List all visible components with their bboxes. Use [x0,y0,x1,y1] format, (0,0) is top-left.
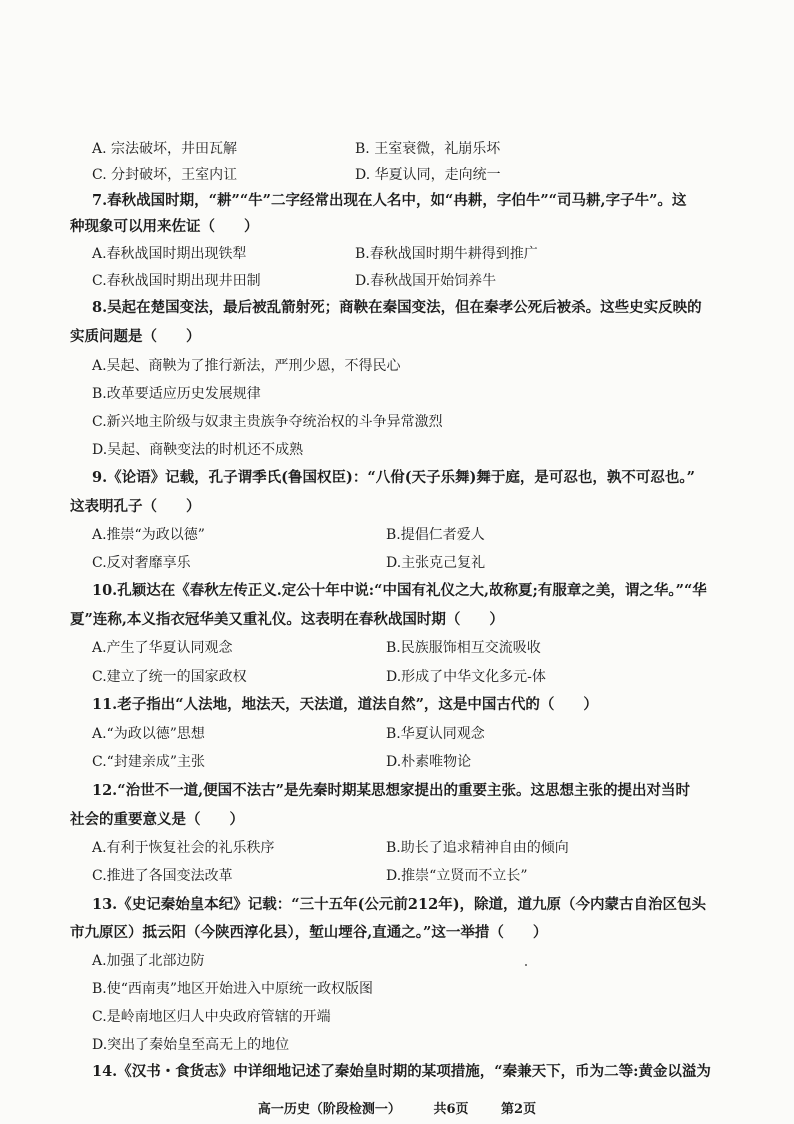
q10-stem-line-1: 10.孔颖达在《春秋左传正义.定公十年中说:“中国有礼仪之大,故称夏;有服章之美，谓之华。”“华 [92,582,707,599]
scan-speck [525,964,527,966]
q8-option-c: C.新兴地主阶级与奴隶主贵族争夺统治权的斗争异常激烈 [92,414,443,430]
q13-option-a: A.加强了北部边防 [92,953,205,969]
q11-option-b: B.华夏认同观念 [386,726,485,742]
q12-option-c: C.推进了各国变法改革 [92,868,233,884]
q8-option-a: A.吴起、商鞅为了推行新法，严刑少恩，不得民心 [92,358,401,374]
q10-stem-line-2: 夏”连称,本义指衣冠华美又重礼仪。这表明在春秋战国时期（ ） [70,611,504,628]
q8-stem-line-1: 8.吴起在楚国变法，最后被乱箭射死；商鞅在秦国变法，但在秦孝公死后被杀。这些史实反映的 [92,299,702,316]
q12-option-d: D.推崇“立贤而不立长” [386,868,528,884]
q12-stem-line-2: 社会的重要意义是（ ） [70,811,244,828]
footer-total-pages: 共6页 [433,1102,469,1117]
q13-stem-line-2: 市九原区）抵云阳（今陕西淳化县），堑山堙谷,直通之。”这一举措（ ） [70,924,548,941]
q7-option-d: D.春秋战国开始饲养牛 [355,273,497,289]
q8-option-b: B.改革要适应历史发展规律 [92,386,261,402]
footer-subject: 高一历史（阶段检测一） [257,1102,401,1117]
q7-option-b: B.春秋战国时期牛耕得到推广 [355,246,538,262]
q12-stem-line-1: 12.“治世不一道,便国不法古”是先秦时期某思想家提出的重要主张。这思想主张的提出对当时 [92,782,690,799]
q9-option-d: D.主张克己复礼 [386,555,486,571]
q11-option-c: C.“封建亲成”主张 [92,754,205,770]
q7-option-c: C.春秋战国时期出现井田制 [92,273,261,289]
q11-stem-line-1: 11.老子指出“人法地，地法天，天法道，道法自然”，这是中国古代的（ ） [92,696,598,713]
q13-option-b: B.使“西南夷”地区开始进入中原统一政权版图 [92,981,374,997]
q10-option-b: B.民族服饰相互交流吸收 [386,640,541,656]
q10-option-c: C.建立了统一的国家政权 [92,669,247,685]
q6-option-a: A. 宗法破坏，井田瓦解 [92,141,238,157]
q9-option-c: C.反对奢靡享乐 [92,555,191,571]
q10-option-a: A.产生了华夏认同观念 [92,640,233,656]
q12-option-b: B.助长了追求精神自由的倾向 [386,840,569,856]
q11-option-d: D.朴素唯物论 [386,754,472,770]
q9-option-a: A.推崇“为政以德” [92,527,205,543]
q14-stem-line-1: 14.《汉书・食货志》中详细地记述了秦始皇时期的某项措施，“秦兼天下，币为二等:黄金以溢为 [92,1063,711,1080]
q13-option-d: D.突出了秦始皇至高无上的地位 [92,1037,290,1053]
q6-option-d: D. 华夏认同，走向统一 [355,167,501,183]
q6-option-c: C. 分封破坏，王室内讧 [92,167,238,183]
q11-option-a: A.“为政以德”思想 [92,726,205,742]
q12-option-a: A.有利于恢复社会的礼乐秩序 [92,840,275,856]
q9-stem-line-2: 这表明孔子（ ） [70,498,201,515]
q7-stem-line-1: 7.春秋战国时期，“耕”“牛”二字经常出现在人名中，如“冉耕，字伯牛”“司马耕,字子牛”。这 [92,192,687,209]
q7-option-a: A.春秋战国时期出现铁犁 [92,246,247,262]
q6-option-b: B. 王室衰微，礼崩乐坏 [355,141,501,157]
q7-stem-line-2: 种现象可以用来佐证（ ） [70,218,259,235]
footer-page-number: 第2页 [501,1102,537,1117]
q13-stem-line-1: 13.《史记秦始皇本纪》记载：“三十五年(公元前212年)，除道，道九原（今内蒙古自治区包头 [92,896,707,913]
q10-option-d: D.形成了中华文化多元-体 [386,669,546,685]
q9-option-b: B.提倡仁者爱人 [386,527,485,543]
q8-stem-line-2: 实质问题是（ ） [70,328,201,345]
page-footer [0,1098,794,1117]
q9-stem-line-1: 9.《论语》记载，孔子谓季氏(鲁国权臣)：“八佾(天子乐舞)舞于庭，是可忍也，孰不可忍也。” [92,469,696,486]
q13-option-c: C.是岭南地区归人中央政府管辖的开端 [92,1009,331,1025]
q8-option-d: D.吴起、商鞅变法的时机还不成熟 [92,442,304,458]
